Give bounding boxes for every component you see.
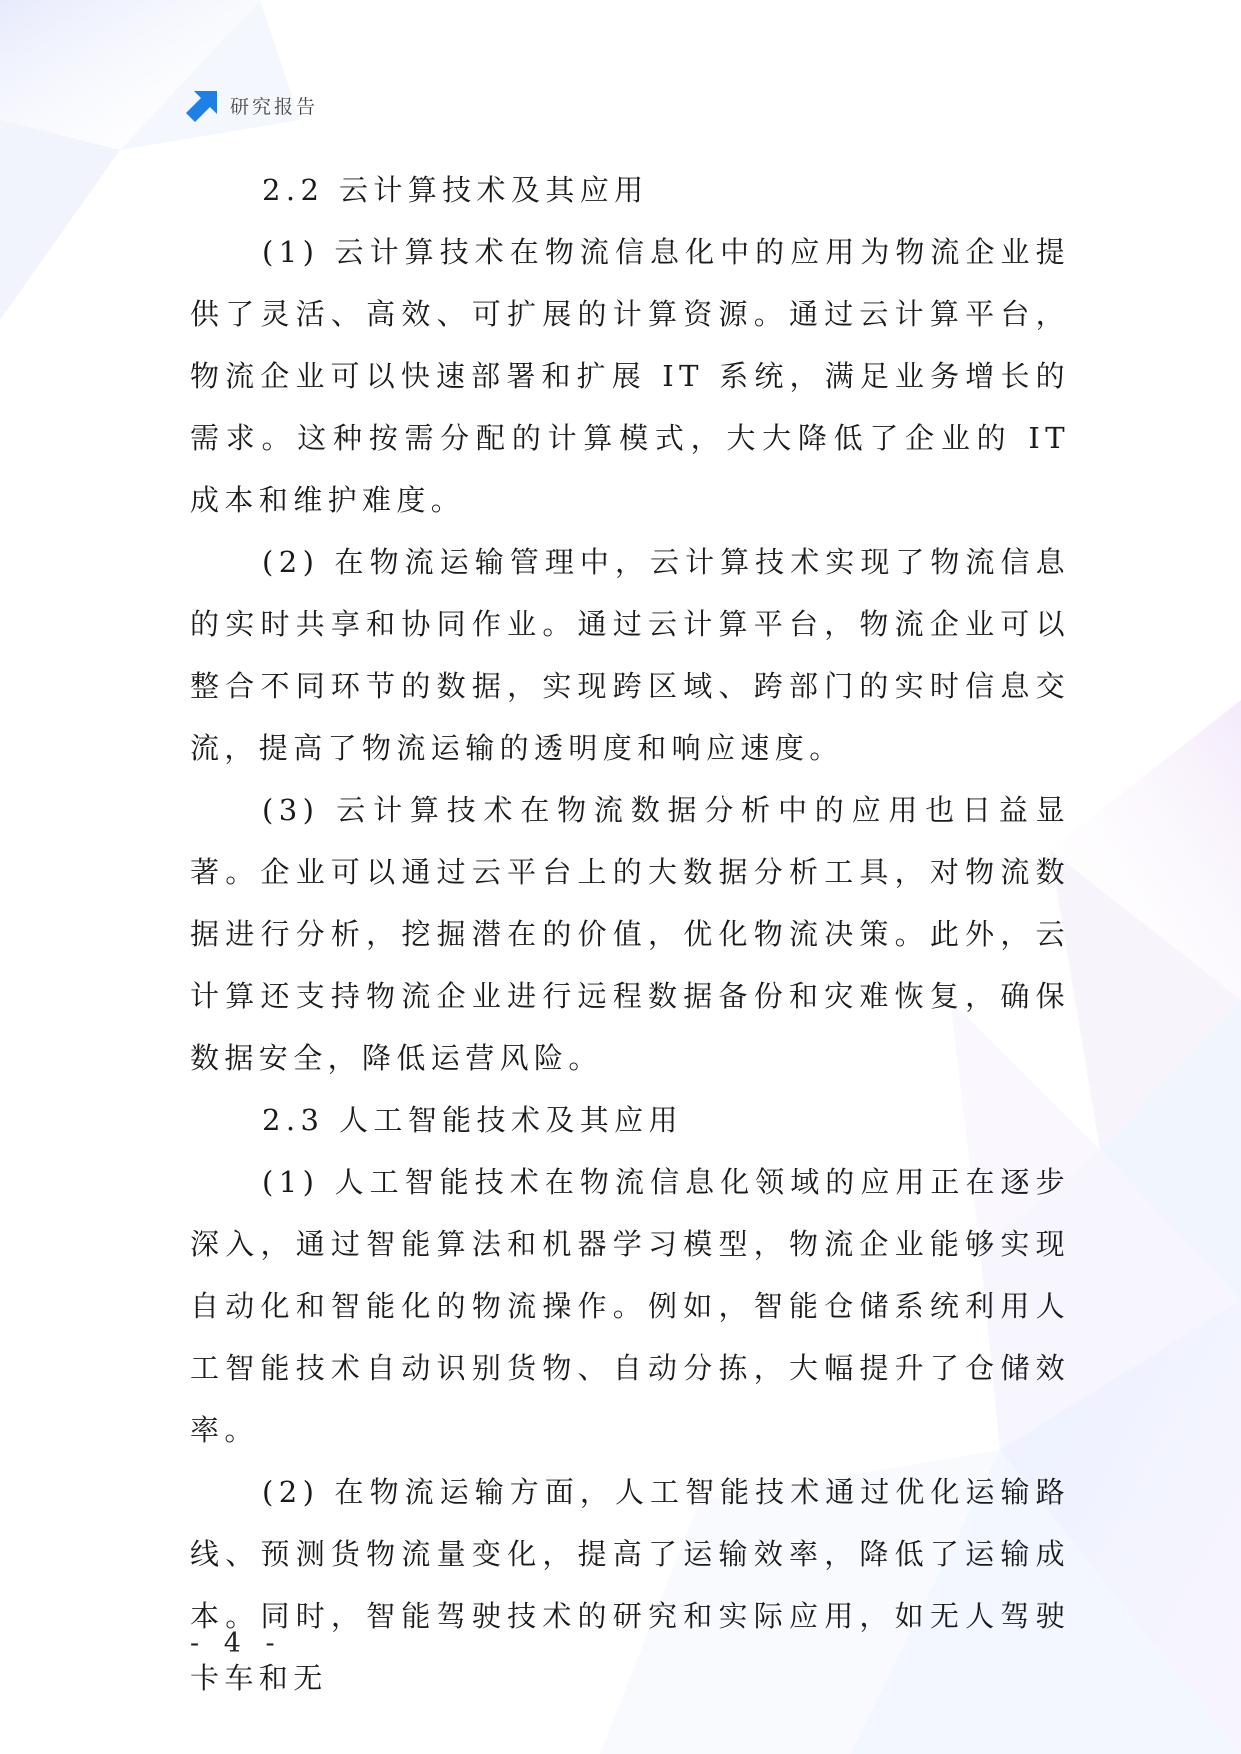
document-body — [190, 159, 1070, 1709]
arrow-up-right-icon — [186, 88, 220, 122]
paragraph: (2) 在物流运输管理中，云计算技术实现了物流信息的实时共享和协同作业。通过云计算平台，物流企业可以整合不同环节的数据，实现跨区域、跨部门的实时信息交流，提高了物流运输的透明度和响应速度。 — [190, 545, 1070, 765]
paragraph: (1) 人工智能技术在物流信息化领域的应用正在逐步深入，通过智能算法和机器学习模型，物流企业能够实现自动化和智能化的物流操作。例如，智能仓储系统利用人工智能技术自动识别货物、自动分拣，大幅提升了仓储效率。 — [190, 1165, 1070, 1447]
section-heading: 2.3 人工智能技术及其应用 — [262, 1103, 683, 1137]
paragraph: (2) 在物流运输方面，人工智能技术通过优化运输路线、预测货物流量变化，提高了运输效率，降低了运输成本。同时，智能驾驶技术的研究和实际应用，如无人驾驶卡车和无 — [190, 1475, 1070, 1695]
page-number: - 4 - — [190, 1628, 283, 1659]
header-title: 研究报告 — [230, 95, 319, 118]
page-header — [186, 88, 318, 122]
section-heading: 2.2 云计算技术及其应用 — [262, 173, 649, 207]
paragraph: (3) 云计算技术在物流数据分析中的应用也日益显著。企业可以通过云平台上的大数据分析工具，对物流数据进行分析，挖掘潜在的价值，优化物流决策。此外，云计算还支持物流企业进行远程数据备份和灾难恢复，确保数据安全，降低运营风险。 — [190, 793, 1070, 1075]
paragraph: (1) 云计算技术在物流信息化中的应用为物流企业提供了灵活、高效、可扩展的计算资源。通过云计算平台，物流企业可以快速部署和扩展 IT 系统，满足业务增长的需求。这种按需分配的计算模式，大大降低了企业的 IT 成本和维护难度。 — [190, 235, 1070, 517]
